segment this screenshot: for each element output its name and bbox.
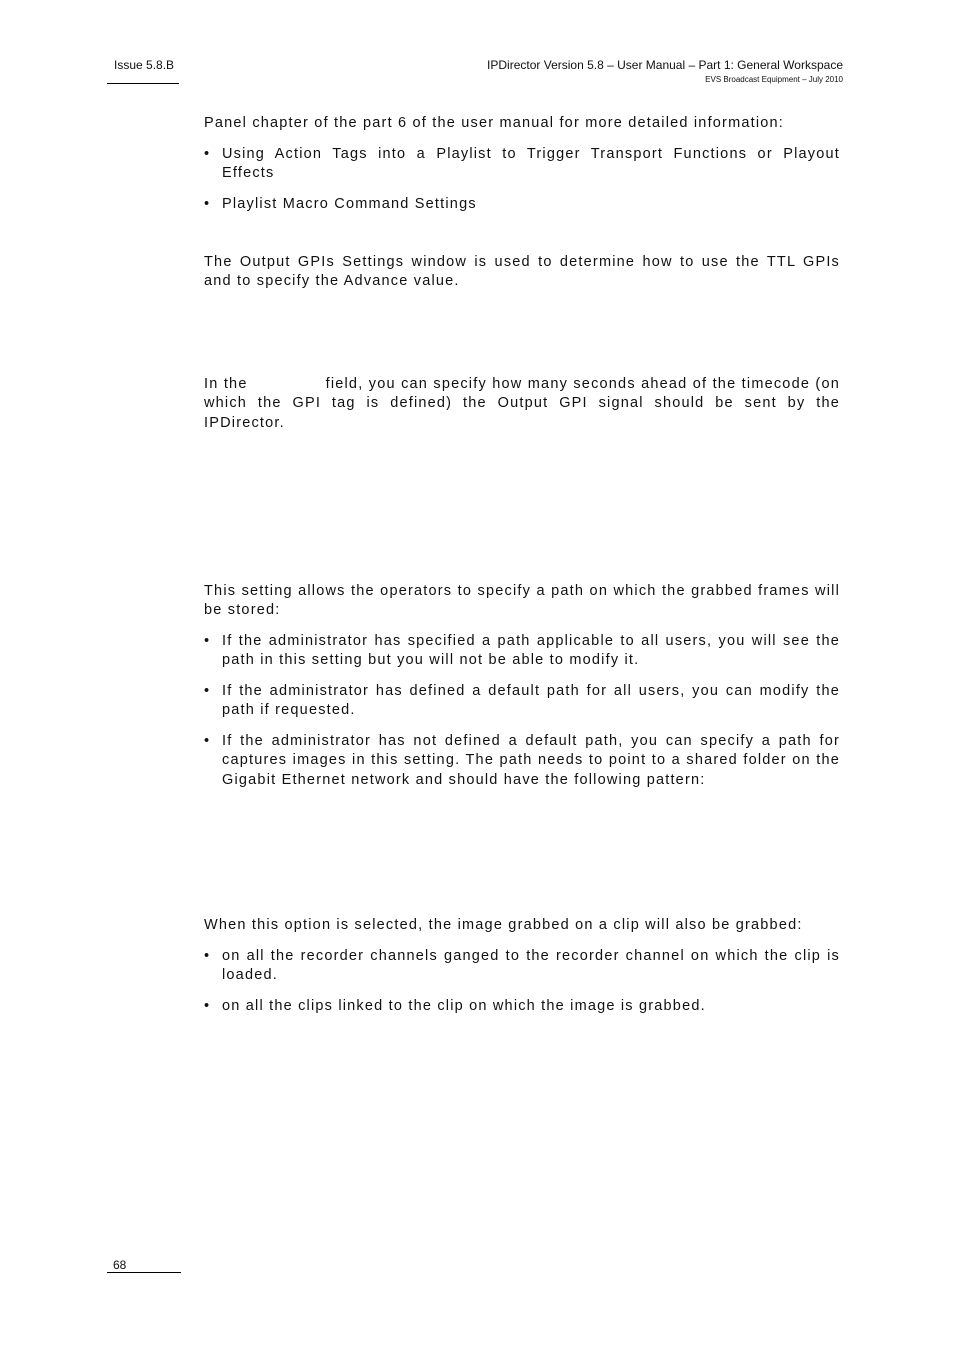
page-number: 68 xyxy=(113,1258,127,1272)
list-item-text: If the administrator has defined a default path for all users, you can modify the path if requested. xyxy=(222,683,840,719)
list-item xyxy=(204,145,840,184)
list-item xyxy=(204,997,840,1016)
list-item-text: on all the clips linked to the clip on which the image is grabbed. xyxy=(222,998,706,1014)
header-rule xyxy=(107,83,179,84)
bullet: • xyxy=(204,948,211,964)
list-item-text: If the administrator has specified a path applicable to all users, you will see the path in this setting but you will not be able to modify it. xyxy=(222,633,840,669)
advance-text-rest: field, you can specify how many seconds ahead of the timecode (on which the GPI tag is defined) the Output GPI signal should be sent by the IPDirector. xyxy=(204,376,840,431)
bullet: • xyxy=(204,683,211,699)
header-issue: Issue 5.8.B xyxy=(114,58,175,72)
list-item xyxy=(204,947,840,986)
list-item xyxy=(204,732,840,790)
list-item-text: Playlist Macro Command Settings xyxy=(222,196,477,212)
advance-text-start: In the xyxy=(204,376,248,392)
list-item-text: If the administrator has not defined a default path, you can specify a path for captures images in this setting. The path needs to point to a shared folder on the Gigabit Ethernet network and should have the following pattern: xyxy=(222,733,840,788)
bullet: • xyxy=(204,196,211,212)
list-item-text: Using Action Tags into a Playlist to Trigger Transport Functions or Playout Effects xyxy=(222,146,840,182)
list-item-text: on all the recorder channels ganged to the recorder channel on which the clip is loaded. xyxy=(222,948,840,984)
header-subtitle: EVS Broadcast Equipment – July 2010 xyxy=(705,75,843,84)
intro-paragraph: Panel chapter of the part 6 of the user manual for more detailed information: xyxy=(204,115,785,131)
footer-rule xyxy=(107,1272,181,1273)
header-title: IPDirector Version 5.8 – User Manual – Part 1: General Workspace xyxy=(487,58,843,72)
output-gpis-paragraph: The Output GPIs Settings window is used to determine how to use the TTL GPIs and to specify the Advance value. xyxy=(204,254,840,290)
grab-paragraph: When this option is selected, the image grabbed on a clip will also be grabbed: xyxy=(204,917,803,933)
path-paragraph: This setting allows the operators to specify a path on which the grabbed frames will be stored: xyxy=(204,583,840,619)
list-item xyxy=(204,682,840,721)
advance-paragraph xyxy=(204,375,840,433)
bullet: • xyxy=(204,633,211,649)
bullet: • xyxy=(204,998,211,1014)
bullet: • xyxy=(204,146,211,162)
list-item xyxy=(204,632,840,671)
bullet: • xyxy=(204,733,211,749)
list-item xyxy=(204,195,840,214)
